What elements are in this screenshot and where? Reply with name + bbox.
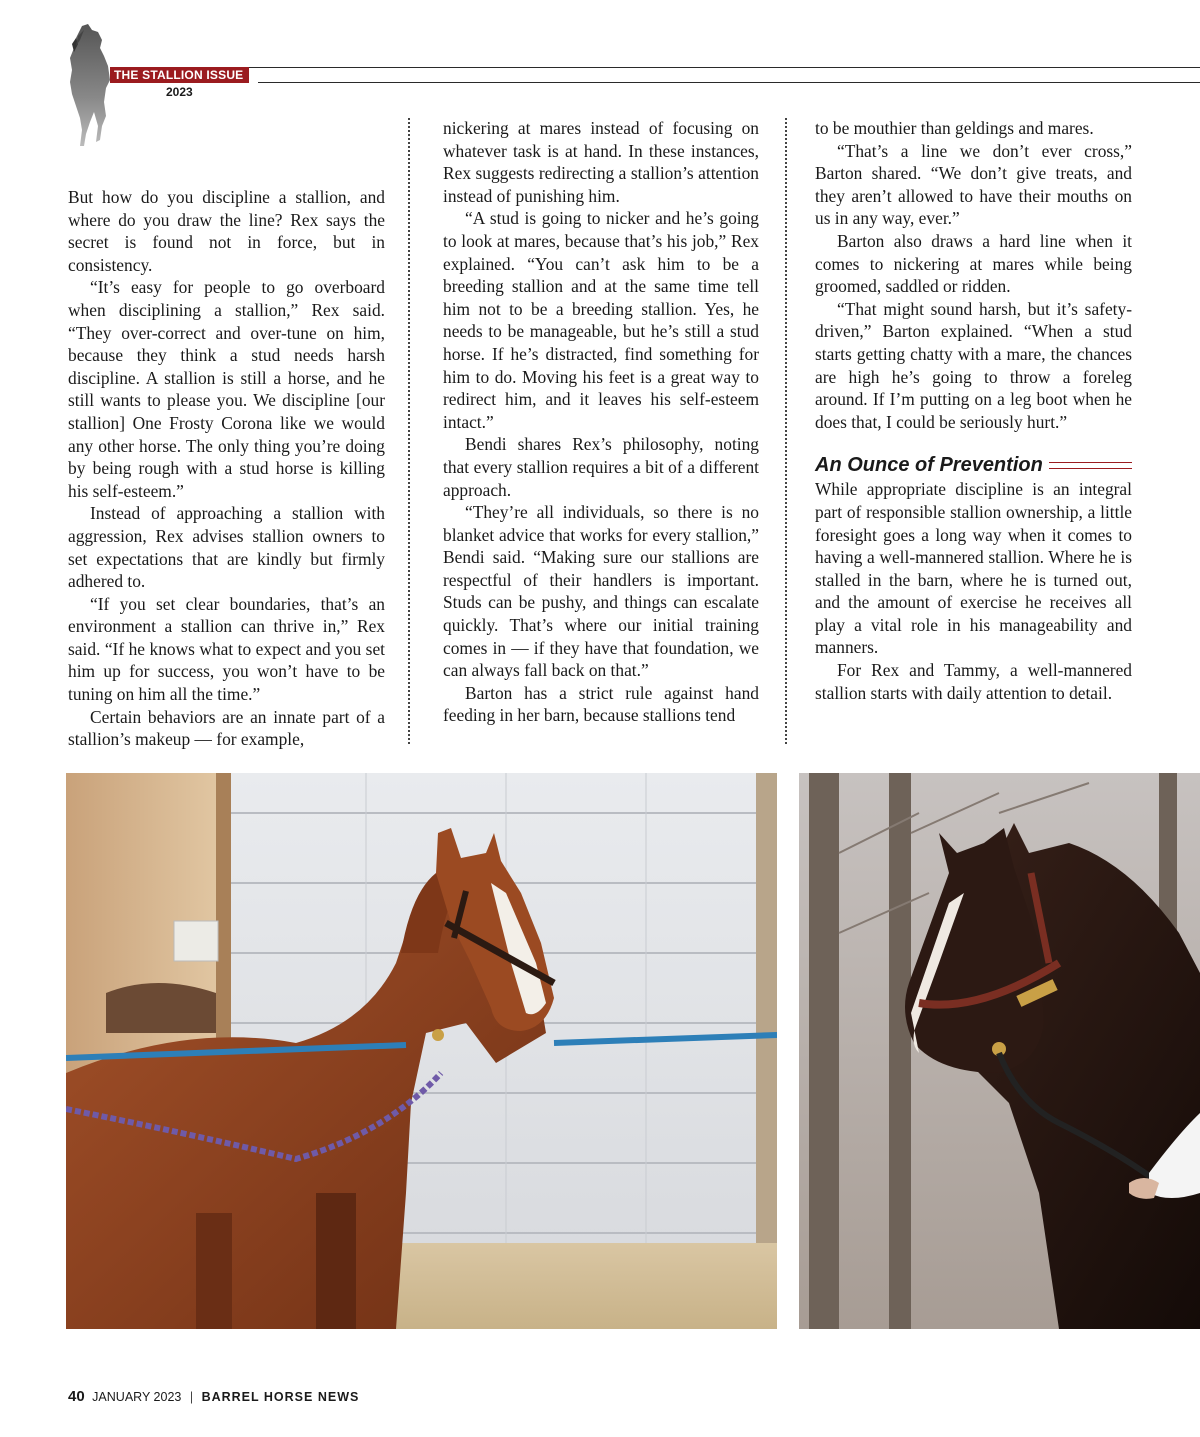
paragraph: “That might sound harsh, but it’s safety-driven,” Barton explained. “When a stud starts getting chatty with a mare, the chances are high he’s going to throw a foreleg around. If I’m putting on a leg boot when he does that, I could be seriously hurt.”	[815, 298, 1132, 432]
page-number: 40	[68, 1388, 85, 1405]
issue-year: 2023	[166, 85, 193, 99]
bay-stallion-photo	[799, 773, 1200, 1329]
subhead-rule	[1049, 462, 1132, 469]
paragraph: to be mouthier than geldings and mares.	[815, 118, 1094, 138]
issue-label: THE STALLION ISSUE	[110, 67, 249, 83]
paragraph: But how do you discipline a stallion, and where do you draw the line? Rex says the secret is found not in force, but in consistency.	[68, 187, 385, 275]
paragraph: Bendi shares Rex’s philosophy, noting that every stallion requires a bit of a different approach.	[443, 434, 759, 500]
column-divider	[785, 118, 787, 744]
paragraph: Barton also draws a hard line when it comes to nickering at mares while being groomed, saddled or ridden.	[815, 230, 1132, 297]
header-rule-bottom	[258, 82, 1200, 83]
paragraph: For Rex and Tammy, a well-mannered stallion starts with daily attention to detail.	[815, 660, 1132, 703]
chestnut-stallion-photo	[66, 773, 777, 1329]
paragraph: While appropriate discipline is an integral part of responsible stallion ownership, a little foresight goes a long way when it comes to having a well-mannered stallion. Where he is stalled in the barn, where he is turned out, and the amount of exercise he receives all play a vital role in his manageability and manners.	[815, 479, 1132, 658]
paragraph: nickering at mares instead of focusing on whatever task is at hand. In these instances, Rex suggests redirecting a stallion’s attention instead of punishing him.	[443, 118, 759, 206]
paragraph: “They’re all individuals, so there is no blanket advice that works for every stallion,” Bendi said. “Making sure our stallions are respectful of their handlers is important. Studs can be pushy, and things can escalate quickly. That’s where our initial training comes in — if they have that foundation, we can always fall back on that.”	[443, 502, 759, 681]
horse-silhouette-icon	[64, 22, 114, 148]
section-subhead	[815, 452, 1132, 478]
paragraph: Certain behaviors are an innate part of a stallion’s makeup — for example,	[68, 706, 385, 750]
subhead-text: An Ounce of Prevention	[815, 454, 1043, 477]
article-column-1	[68, 186, 385, 751]
paragraph: “It’s easy for people to go overboard when disciplining a stallion,” Rex said. “They over-correct and over-tune on him, because they think a stud needs harsh discipline. A stallion is still a horse, and he still wants to please you. We discipline [our stallion] One Frosty Corona like we would any other horse. The only thing you’re doing by being rough with a stud horse is killing his self-esteem.”	[68, 277, 385, 501]
header-rule-top	[112, 67, 1200, 68]
paragraph: “That’s a line we don’t ever cross,” Barton shared. “We don’t give treats, and they aren’t allowed to have their mouths on us in any way, ever.”	[815, 140, 1132, 229]
magazine-name: BARREL HORSE NEWS	[201, 1390, 360, 1404]
article-column-2	[443, 117, 759, 727]
issue-date: JANUARY 2023	[92, 1390, 182, 1404]
paragraph: “If you set clear boundaries, that’s an environment a stallion can thrive in,” Rex said. “If he knows what to expect and you set him up for success, you won’t have to be tuning on him all the time.”	[68, 593, 385, 705]
page-footer	[68, 1388, 359, 1405]
article-column-3	[815, 117, 1132, 704]
paragraph: Barton has a strict rule against hand feeding in her barn, because stallions tend	[443, 682, 759, 726]
paragraph: “A stud is going to nicker and he’s going to look at mares, because that’s his job,” Rex explained. “You can’t ask him to be a breeding stallion and at the same time tell him not to be a breeding stallion. Yes, he needs to be manageable, but he’s still a stud horse. If he’s distracted, find something for him to do. Moving his feet is a great way to redirect him, and it leaves his self-esteem intact.”	[443, 208, 759, 432]
footer-separator: |	[189, 1390, 194, 1404]
paragraph: Instead of approaching a stallion with aggression, Rex advises stallion owners to set expectations that are kindly but firmly adhered to.	[68, 503, 385, 592]
column-divider	[408, 118, 410, 744]
